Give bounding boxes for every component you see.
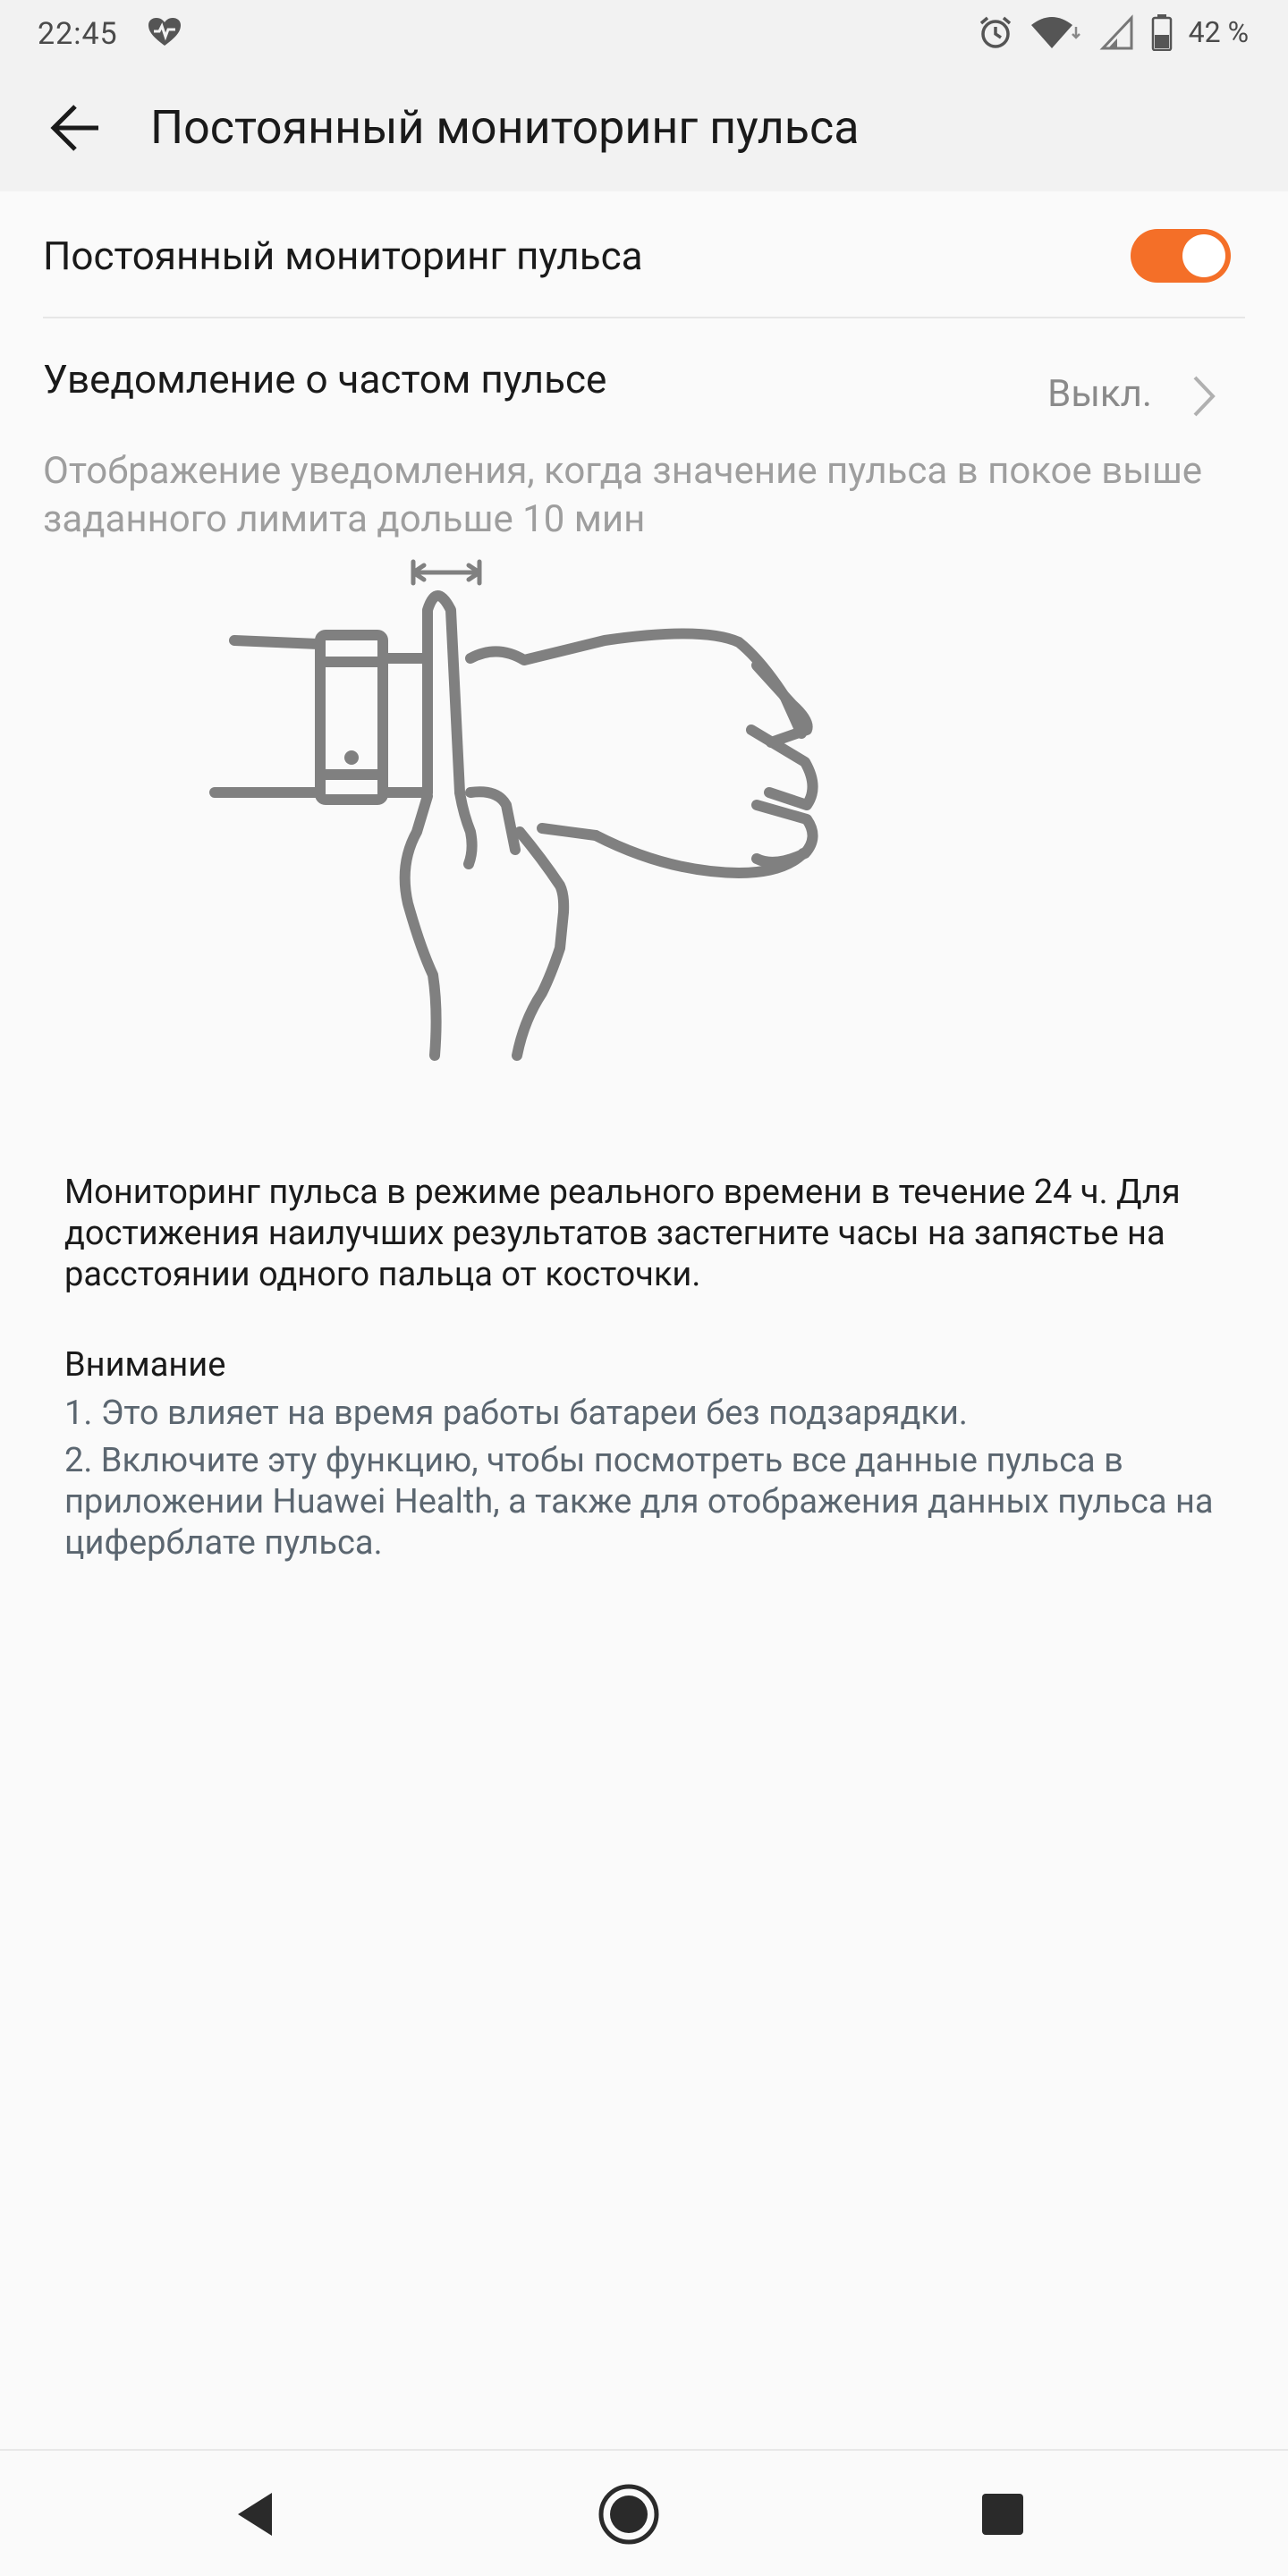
nav-home-button[interactable]: [589, 2474, 669, 2555]
nav-recents-icon: [979, 2491, 1026, 2538]
wrist-band-illustration: [202, 555, 864, 1091]
status-time: 22:45: [38, 16, 118, 52]
nav-back-icon: [233, 2489, 277, 2539]
monitoring-setting-row: [43, 191, 1245, 318]
alarm-icon: [978, 14, 1013, 50]
arrow-left-icon: [48, 104, 102, 152]
heart-rate-icon: [147, 16, 182, 48]
monitoring-label: Постоянный мониторинг пульса: [43, 233, 643, 279]
signal-icon: [1099, 14, 1135, 50]
navigation-bar: [0, 2451, 1288, 2576]
warning-item: 2. Включите эту функцию, чтобы посмотреть все данные пульса в приложении Huawei Health, а также для отображения данных пульса на циферблате пульса.: [64, 1441, 1214, 1563]
monitoring-info-text: Мониторинг пульса в режиме реального времени в течение 24 ч. Для достижения наилучших результатов застегните часы на запястье на расстоянии одного пальца от косточки.: [64, 1173, 1181, 1294]
notification-label: Уведомление о частом пульсе: [43, 356, 607, 402]
warning-item: 1. Это влияет на время работы батареи без подзарядки.: [64, 1394, 968, 1433]
back-button[interactable]: [36, 94, 114, 162]
wifi-icon: [1030, 14, 1083, 50]
notification-description: Отображение уведомления, когда значение пульса в покое выше заданного лимита дольше 10 мин: [43, 449, 1203, 541]
notification-value: Выкл.: [1047, 372, 1152, 416]
nav-home-icon: [597, 2482, 661, 2546]
toggle-knob: [1182, 234, 1225, 277]
app-bar: [0, 64, 1288, 191]
battery-icon: [1151, 13, 1173, 51]
nav-recents-button[interactable]: [962, 2474, 1043, 2555]
battery-percentage: 42 %: [1188, 15, 1249, 49]
warning-title: Внимание: [64, 1345, 226, 1385]
chevron-right-icon: [1186, 372, 1222, 420]
monitoring-toggle[interactable]: [1131, 229, 1231, 283]
status-icons: [978, 13, 1249, 52]
nav-back-button[interactable]: [215, 2474, 295, 2555]
status-bar: [0, 0, 1288, 64]
high-heart-rate-notification-row[interactable]: [43, 318, 1245, 462]
page-title: Постоянный мониторинг пульса: [150, 100, 860, 155]
